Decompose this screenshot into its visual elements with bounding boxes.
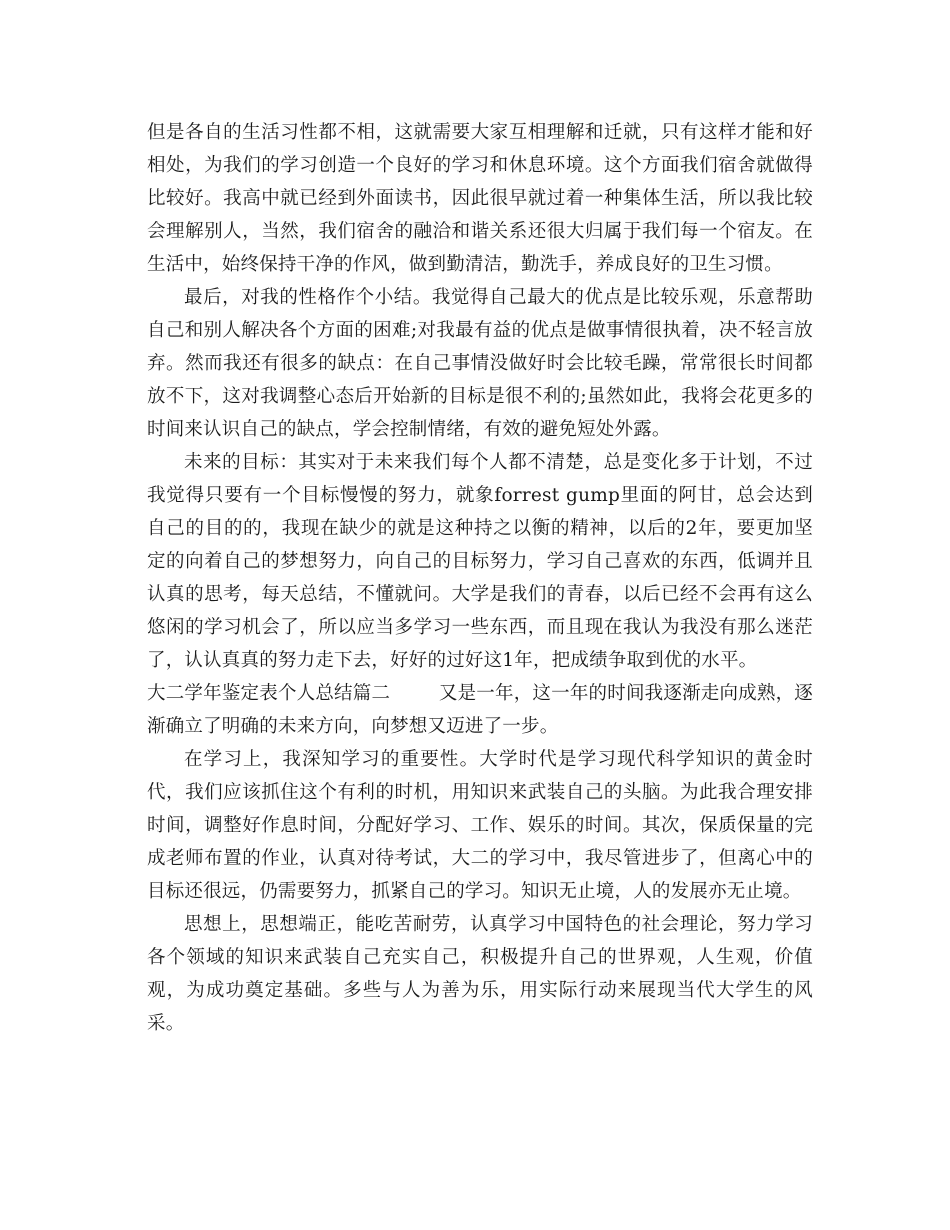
paragraph-future-goals: 未来的目标：其实对于未来我们每个人都不清楚，总是变化多于计划，不过我觉得只要有一个目标慢慢的努力，就象forrest gump里面的阿甘，总会达到自己的目的的，我现在缺少的就是这种持之以衡的精神，以后的2年，要更加坚定的向着自己的梦想努力，向自己的目标努力，学习自己喜欢的东西，低调并且认真的思考，每天总结，不懂就问。大学是我们的青春，以后已经不会再有这么悠闲的学习机会了，所以应当多学习一些东西，而且现在我认为我没有那么迷茫了，认认真真的努力走下去，好好的过好这1年，把成绩争取到优的水平。 xyxy=(147,452,813,671)
paragraph-personality-summary: 最后，对我的性格作个小结。我觉得自己最大的优点是比较乐观，乐意帮助自己和别人解决各个方面的困难;对我最有益的优点是做事情很执着，决不轻言放弃。然而我还有很多的缺点：在自己事情没做好时会比较毛躁，常常很长时间都放不下，这对我调整心态后开始新的目标是很不利的;虽然如此，我将会花更多的时间来认识自己的缺点，学会控制情绪，有效的避免短处外露。 xyxy=(147,287,813,440)
document-body xyxy=(147,116,813,1040)
paragraph-dormitory-life: 但是各自的生活习性都不相，这就需要大家互相理解和迁就，只有这样才能和好相处，为我们的学习创造一个良好的学习和休息环境。这个方面我们宿舍就做得比较好。我高中就已经到外面读书，因此很早就过着一种集体生活，所以我比较会理解别人，当然，我们宿舍的融洽和谐关系还很大归属于我们每一个宿友。在生活中，始终保持干净的作风，做到勤清洁，勤洗手，养成良好的卫生习惯。 xyxy=(147,122,813,275)
heading-gap xyxy=(390,683,439,704)
paragraph-summary-part-two xyxy=(147,677,813,743)
paragraph-study: 在学习上，我深知学习的重要性。大学时代是学习现代科学知识的黄金时代，我们应该抓住这个有利的时机，用知识来武装自己的头脑。为此我合理安排时间，调整好作息时间，分配好学习、工作、娱乐的时间。其次，保质保量的完成老师布置的作业，认真对待考试，大二的学习中，我尽管进步了，但离心中的目标还很远，仍需要努力，抓紧自己的学习。知识无止境，人的发展亦无止境。 xyxy=(147,749,813,902)
paragraph-ideology: 思想上，思想端正，能吃苦耐劳，认真学习中国特色的社会理论，努力学习各个领域的知识来武装自己充实自己，积极提升自己的世界观，人生观，价值观，为成功奠定基础。多些与人为善为乐，用实际行动来展现当代大学生的风采。 xyxy=(147,914,813,1034)
paragraph-text: 又是一年，这一年的时间我逐渐走向成熟，逐渐确立了明确的未来方向，向梦想又迈进了一步。 xyxy=(147,683,813,737)
section-heading: 大二学年鉴定表个人总结篇二 xyxy=(147,683,391,704)
